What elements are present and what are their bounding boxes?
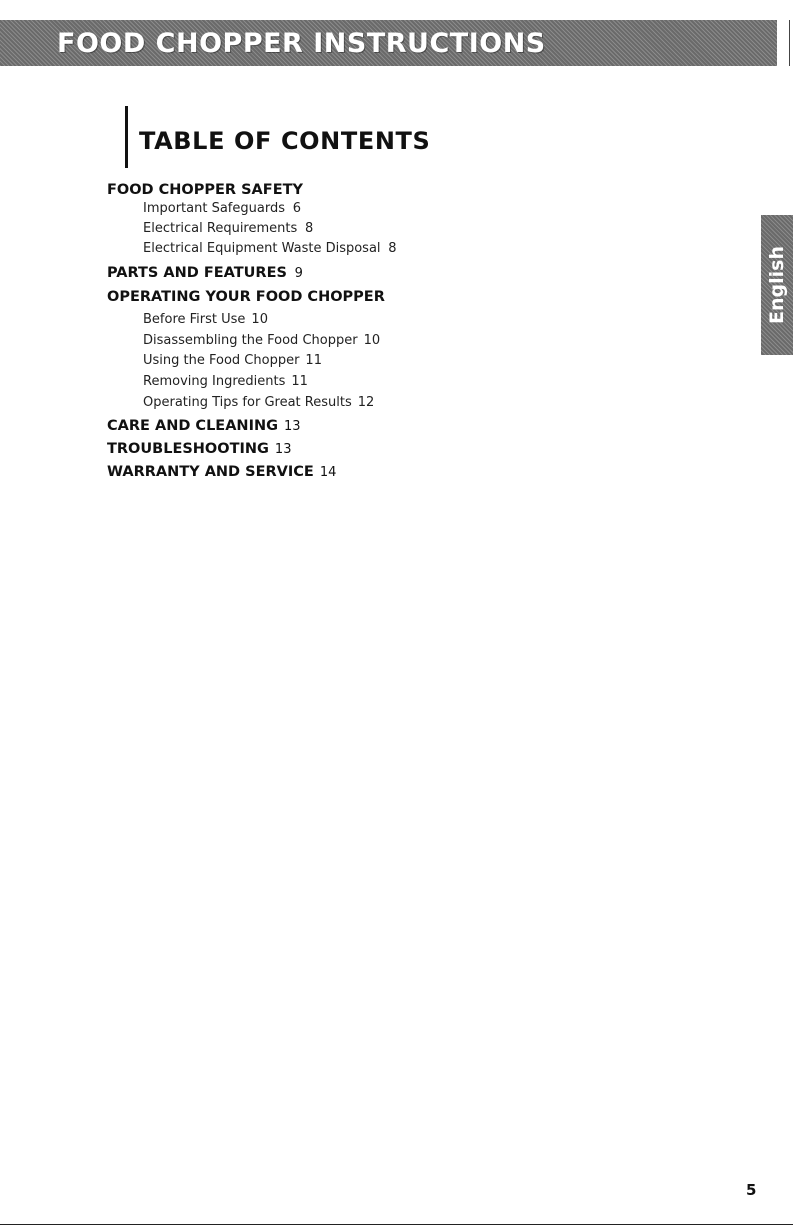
toc-entry-page: 10 <box>363 333 381 348</box>
toc-entry-page: 14 <box>319 465 337 480</box>
page-number: 5 <box>746 1181 757 1199</box>
toc-entry-label: TROUBLESHOOTING <box>107 441 269 457</box>
toc-entry-label: Important Safeguards <box>143 201 285 216</box>
toc-entry-page: 12 <box>357 395 375 410</box>
toc-entry-page: 8 <box>388 241 397 256</box>
toc-entry-label: PARTS AND FEATURES <box>107 265 287 281</box>
toc-entry-page: 11 <box>305 353 322 368</box>
toc-entry-page: 6 <box>292 201 301 216</box>
toc-entry-label: Electrical Equipment Waste Disposal <box>143 241 381 256</box>
edge-rule <box>789 20 790 66</box>
toc-entry-page: 9 <box>294 266 303 281</box>
toc-entry-label: CARE AND CLEANING <box>107 418 278 434</box>
toc-entry-page: 8 <box>304 221 314 236</box>
toc-entry-label: Using the Food Chopper <box>143 353 300 368</box>
bottom-rule <box>0 1224 793 1225</box>
toc-entry-label: WARRANTY AND SERVICE <box>107 464 314 480</box>
language-tab[interactable] <box>761 215 793 355</box>
banner-title: FOOD CHOPPER INSTRUCTIONS <box>57 28 546 59</box>
toc-entry-page: 13 <box>274 442 292 457</box>
toc-heading: TABLE OF CONTENTS <box>139 127 431 155</box>
heading-accent-bar <box>125 106 128 168</box>
toc-entry-label: Before First Use <box>143 312 246 327</box>
language-tab-label: English <box>766 246 788 324</box>
toc-entry-page: 13 <box>284 419 301 434</box>
toc-entry-label: Disassembling the Food Chopper <box>143 333 358 348</box>
toc-entry-page: 11 <box>291 374 308 389</box>
title-banner <box>0 20 777 66</box>
toc-entry-label: Removing Ingredients <box>143 374 286 389</box>
toc-entry-label: Operating Tips for Great Results <box>143 395 352 410</box>
toc-section-header: FOOD CHOPPER SAFETY <box>107 182 303 198</box>
toc-entry-page: 10 <box>251 312 268 327</box>
toc-section-header: OPERATING YOUR FOOD CHOPPER <box>107 289 385 305</box>
toc-entry-label: Electrical Requirements <box>143 221 298 236</box>
